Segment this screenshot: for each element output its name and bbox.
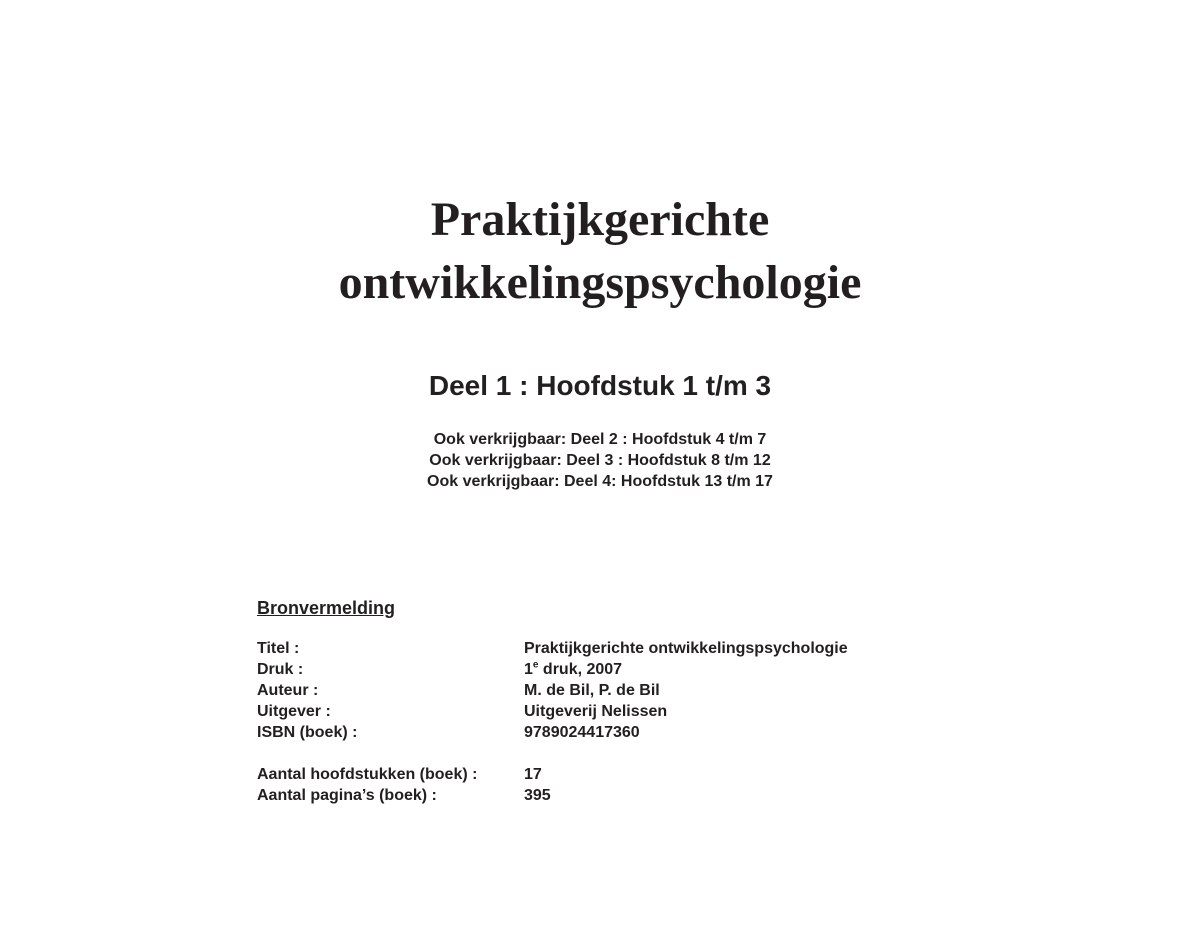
row-label: Titel :	[257, 640, 300, 657]
part-subtitle: Deel 1 : Hoofdstuk 1 t/m 3	[428, 370, 772, 401]
edition-superscript: e	[532, 659, 539, 671]
row-value: 395	[524, 787, 551, 804]
row-label: Aantal pagina’s (boek) :	[257, 787, 437, 804]
row-label: Aantal hoofdstukken (boek) :	[257, 766, 478, 783]
source-row-author	[257, 680, 848, 701]
row-value: Uitgeverij Nelissen	[524, 703, 668, 720]
title-line-2: ontwikkelingspsychologie	[338, 256, 862, 309]
row-value	[524, 659, 622, 680]
count-row-chapters	[257, 764, 551, 785]
row-value: 17	[524, 766, 542, 783]
title-line-1: Praktijkgerichte	[430, 193, 770, 246]
source-row-title	[257, 638, 848, 659]
row-value: M. de Bil, P. de Bil	[524, 682, 660, 699]
book-counts	[257, 764, 551, 806]
document-title	[0, 188, 1200, 314]
also-available-list	[0, 429, 1200, 492]
row-label: Auteur :	[257, 682, 319, 699]
row-label: ISBN (boek) :	[257, 724, 358, 741]
count-row-pages	[257, 785, 551, 806]
row-label: Uitgever :	[257, 703, 331, 720]
also-available-item: Ook verkrijgbaar: Deel 2 : Hoofdstuk 4 t/m 7	[433, 431, 767, 448]
source-details	[257, 638, 848, 743]
source-row-edition	[257, 659, 848, 680]
source-heading: Bronvermelding	[257, 598, 396, 618]
edition-rest: druk, 2007	[538, 661, 623, 678]
edition-number: 1	[524, 661, 533, 678]
row-label: Druk :	[257, 661, 304, 678]
also-available-item: Ook verkrijgbaar: Deel 3 : Hoofdstuk 8 t/m 12	[429, 452, 771, 469]
source-row-isbn	[257, 722, 848, 743]
also-available-item: Ook verkrijgbaar: Deel 4: Hoofdstuk 13 t/m 17	[427, 473, 773, 490]
row-value: 9789024417360	[524, 724, 640, 741]
source-row-publisher	[257, 701, 848, 722]
row-value: Praktijkgerichte ontwikkelingspsychologie	[524, 640, 848, 657]
